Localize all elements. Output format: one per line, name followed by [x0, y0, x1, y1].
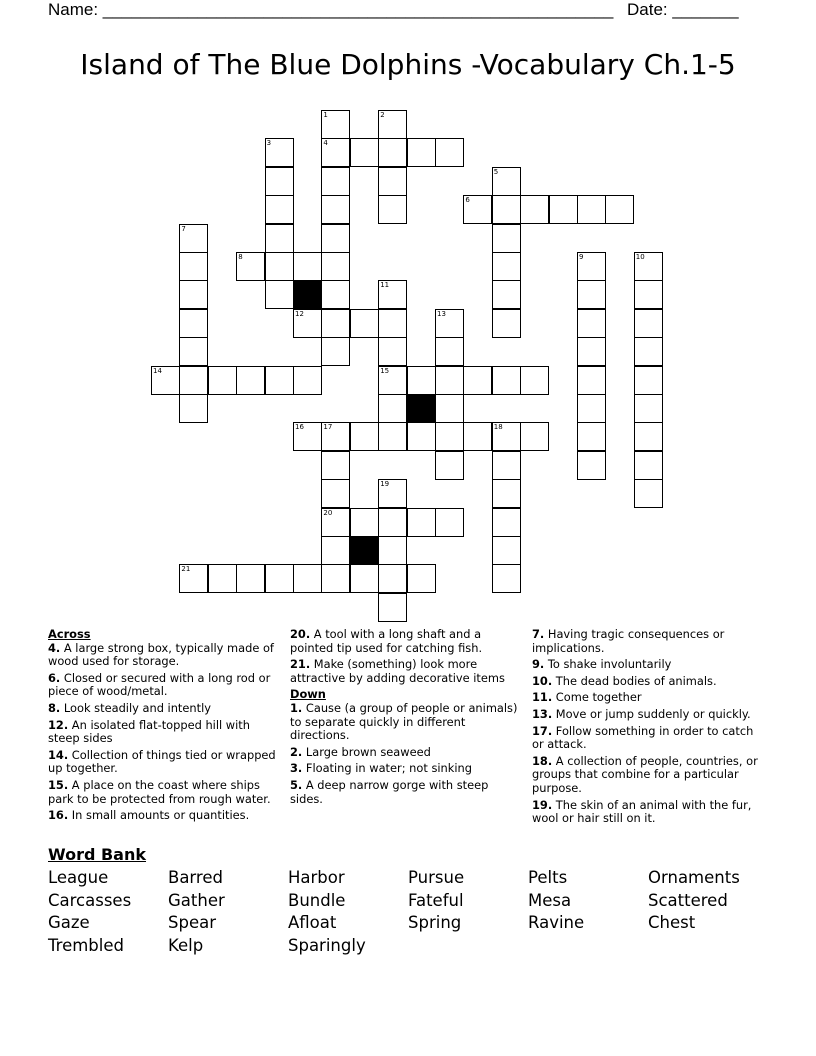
grid-cell[interactable]	[265, 280, 294, 309]
grid-cell[interactable]	[378, 337, 407, 366]
clue-num: 2.	[290, 744, 303, 759]
clues-column-3	[532, 628, 768, 829]
clue-text: Come together	[552, 690, 642, 705]
grid-cell[interactable]	[265, 195, 294, 224]
down-clue-list-cont	[532, 628, 768, 826]
clue	[290, 658, 522, 685]
clue-number: 6	[465, 196, 470, 205]
grid-cell[interactable]	[520, 195, 549, 224]
clue-num: 12.	[48, 717, 69, 732]
clue-text: A deep narrow gorge with steep sides.	[290, 777, 489, 806]
grid-cell[interactable]	[492, 479, 521, 508]
clue	[290, 702, 522, 743]
grid-cell[interactable]	[350, 309, 379, 338]
grid-cell[interactable]	[492, 422, 521, 451]
clue	[48, 779, 280, 806]
grid-cell[interactable]	[492, 366, 521, 395]
grid-cell[interactable]	[378, 394, 407, 423]
grid-cell[interactable]	[634, 451, 663, 480]
clue	[532, 691, 768, 705]
grid-cell[interactable]	[634, 422, 663, 451]
grid-cell[interactable]	[492, 536, 521, 565]
grid-cell[interactable]	[350, 508, 379, 537]
grid-cell[interactable]	[350, 564, 379, 593]
black-cell	[407, 394, 436, 423]
clue	[290, 746, 522, 760]
grid-cell[interactable]	[179, 366, 208, 395]
grid-cell[interactable]	[492, 309, 521, 338]
grid-cell[interactable]	[492, 280, 521, 309]
grid-cell[interactable]	[520, 422, 549, 451]
grid-cell[interactable]	[407, 508, 436, 537]
clue-text: Follow something in order to catch or attack.	[532, 723, 754, 752]
across-clue-list	[48, 642, 280, 823]
grid-cell[interactable]	[435, 394, 464, 423]
word-bank-item: Gaze	[48, 913, 90, 933]
grid-cell[interactable]	[179, 337, 208, 366]
clue	[48, 642, 280, 669]
grid-cell[interactable]	[435, 138, 464, 167]
clues-column-1	[48, 628, 280, 826]
grid-cell[interactable]	[236, 366, 265, 395]
grid-cell[interactable]	[463, 366, 492, 395]
clue-number: 9	[579, 253, 584, 261]
clue-number: 3	[266, 139, 272, 148]
grid-cell[interactable]	[378, 508, 407, 537]
grid-cell[interactable]	[179, 309, 208, 338]
clue-text: Having tragic consequences or implications.	[532, 627, 725, 655]
grid-cell[interactable]	[605, 195, 634, 224]
clue-text: A tool with a long shaft and a pointed tip used for catching fish.	[290, 627, 483, 655]
clue-text: An isolated flat-topped hill with steep sides	[48, 717, 250, 746]
grid-cell[interactable]	[293, 252, 322, 281]
word-bank-item: Afloat	[288, 913, 337, 933]
clue-text: Make (something) look more attractive by adding decorative items	[290, 657, 505, 685]
grid-cell[interactable]	[265, 224, 294, 253]
grid-cell[interactable]	[321, 195, 350, 224]
grid-cell[interactable]	[435, 366, 464, 395]
clue	[290, 762, 522, 776]
clue-text: To shake involuntarily	[544, 657, 672, 672]
word-bank-item: Mesa	[528, 890, 572, 910]
grid-cell[interactable]	[293, 422, 322, 451]
grid-cell[interactable]	[378, 422, 407, 451]
word-bank-title: Word Bank	[48, 845, 147, 864]
grid-cell[interactable]	[378, 309, 407, 338]
grid-cell[interactable]	[492, 167, 521, 196]
clue-text: Cause (a group of people or animals) to separate quickly in different directions.	[290, 700, 518, 743]
clue	[290, 779, 522, 806]
grid-cell[interactable]	[179, 280, 208, 309]
clue-number: 11	[380, 281, 390, 290]
word-bank-item: Carcasses	[48, 890, 132, 910]
word-bank-item: Barred	[168, 868, 223, 887]
black-cell	[293, 280, 322, 309]
black-cell	[350, 536, 379, 565]
clue	[532, 755, 768, 796]
grid-cell[interactable]	[549, 195, 578, 224]
grid-cell[interactable]	[321, 224, 350, 253]
grid-cell[interactable]	[321, 252, 350, 281]
grid-cell[interactable]	[492, 252, 521, 281]
grid-cell[interactable]	[634, 309, 663, 338]
word-bank-item: Harbor	[288, 868, 345, 887]
across-clue-list-cont	[290, 628, 522, 685]
down-heading: Down	[290, 687, 326, 702]
grid-cell[interactable]	[378, 564, 407, 593]
grid-cell[interactable]	[350, 422, 379, 451]
clue-num: 15.	[48, 777, 69, 792]
grid-cell[interactable]	[378, 536, 407, 565]
clue-num: 21.	[290, 657, 311, 672]
grid-cell[interactable]	[265, 252, 294, 281]
page-title: Island of The Blue Dolphins -Vocabulary Ch.1-5	[80, 48, 736, 81]
clue-num: 14.	[48, 747, 69, 762]
word-bank-item: Sparingly	[288, 936, 366, 956]
word-bank-item: Ornaments	[648, 868, 740, 887]
clue-num: 11.	[532, 690, 553, 705]
clue-number: 19	[380, 480, 390, 489]
grid-cell[interactable]	[435, 422, 464, 451]
grid-cell[interactable]	[435, 451, 464, 480]
clue-text: Look steadily and intently	[60, 700, 211, 715]
grid-cell[interactable]	[634, 479, 663, 508]
grid-cell[interactable]	[492, 451, 521, 480]
grid-cell[interactable]	[265, 564, 294, 593]
word-bank-item: Scattered	[648, 890, 728, 910]
clue-num: 1.	[290, 700, 303, 715]
clue	[290, 628, 522, 655]
clue-num: 4.	[48, 640, 61, 655]
grid-cell[interactable]	[378, 593, 407, 622]
clues-column-2	[290, 628, 522, 809]
grid-cell[interactable]	[179, 252, 208, 281]
grid-cell[interactable]	[179, 394, 208, 423]
clue	[532, 799, 768, 826]
clue	[532, 675, 768, 689]
grid-cell[interactable]	[435, 508, 464, 537]
grid-cell[interactable]	[634, 337, 663, 366]
clue-text: A collection of people, countries, or groups that combine for a particular purpose.	[532, 753, 758, 795]
word-bank-item: Spring	[408, 913, 462, 933]
grid-cell[interactable]	[321, 280, 350, 309]
grid-cell[interactable]	[265, 366, 294, 395]
clue-num: 6.	[48, 670, 61, 685]
clue-text: The skin of an animal with the fur, wool or hair still on it.	[532, 797, 752, 826]
grid-cell[interactable]	[208, 366, 237, 395]
grid-cell[interactable]	[463, 195, 492, 224]
grid-cell[interactable]	[293, 309, 322, 338]
clue-number: 20	[323, 508, 333, 517]
grid-cell[interactable]	[378, 138, 407, 167]
clue-num: 10.	[532, 673, 553, 688]
grid-cell[interactable]	[463, 422, 492, 451]
clue-num: 13.	[532, 706, 553, 721]
grid-cell[interactable]	[265, 138, 294, 167]
word-bank-item: League	[48, 868, 109, 887]
clue-text: The dead bodies of animals.	[552, 673, 717, 688]
clue-num: 7.	[532, 627, 545, 641]
grid-cell[interactable]	[634, 252, 663, 281]
grid-cell[interactable]	[151, 366, 180, 395]
grid-cell[interactable]	[321, 309, 350, 338]
grid-cell[interactable]	[378, 366, 407, 395]
clue-number: 8	[238, 253, 243, 261]
clue-number: 15	[380, 366, 390, 375]
clue	[48, 719, 280, 746]
word-bank-item: Fateful	[408, 890, 464, 910]
down-clue-list	[290, 702, 522, 806]
clue-number: 17	[323, 423, 333, 432]
clue-number: 21	[181, 565, 191, 574]
clue	[532, 658, 768, 672]
clue-number: 14	[153, 366, 162, 375]
word-bank	[48, 867, 768, 958]
grid-cell[interactable]	[577, 422, 606, 451]
grid-cell[interactable]	[407, 138, 436, 167]
word-bank-item: Bundle	[288, 890, 346, 910]
date-line: Date: _______	[627, 0, 739, 19]
clue-num: 20.	[290, 627, 311, 641]
grid-cell[interactable]	[378, 110, 407, 139]
grid-cell[interactable]	[321, 422, 350, 451]
clue	[532, 725, 768, 752]
clue	[48, 749, 280, 776]
grid-cell[interactable]	[520, 366, 549, 395]
name-line: Name: ______________________________________________________	[48, 0, 614, 19]
grid-cell[interactable]	[321, 138, 350, 167]
word-bank-item: Spear	[168, 913, 216, 933]
grid-cell[interactable]	[321, 451, 350, 480]
grid-cell[interactable]	[492, 224, 521, 253]
grid-cell[interactable]	[236, 564, 265, 593]
clue-number: 7	[181, 224, 186, 233]
grid-cell[interactable]	[577, 337, 606, 366]
clue-num: 19.	[532, 797, 553, 812]
clue-number: 2	[380, 111, 385, 119]
clue-num: 5.	[290, 777, 303, 792]
clue-text: Collection of things tied or wrapped up together.	[48, 747, 276, 776]
grid-cell[interactable]	[577, 394, 606, 423]
clue-text: A large strong box, typically made of wood used for storage.	[48, 640, 274, 669]
across-heading: Across	[48, 627, 91, 641]
clue-text: A place on the coast where ships park to be protected from rough water.	[48, 777, 271, 806]
grid-cell[interactable]	[321, 337, 350, 366]
clue-number: 16	[295, 423, 304, 432]
clue-number: 12	[295, 309, 304, 318]
grid-cell[interactable]	[293, 564, 322, 593]
grid-cell[interactable]	[634, 394, 663, 423]
grid-cell[interactable]	[634, 366, 663, 395]
grid-cell[interactable]	[577, 280, 606, 309]
clue-text: In small amounts or quantities.	[68, 808, 250, 823]
clue-num: 9.	[532, 657, 545, 672]
grid-cell[interactable]	[577, 195, 606, 224]
grid-cell[interactable]	[435, 309, 464, 338]
grid-cell[interactable]	[492, 508, 521, 537]
grid-cell[interactable]	[378, 167, 407, 196]
clue-text: Move or jump suddenly or quickly.	[552, 706, 751, 721]
clue-text: Floating in water; not sinking	[302, 761, 472, 776]
grid-cell[interactable]	[321, 564, 350, 593]
word-bank-item: Gather	[168, 890, 225, 910]
clue-num: 16.	[48, 808, 69, 823]
grid-cell[interactable]	[378, 195, 407, 224]
clue	[48, 809, 280, 823]
grid-cell[interactable]	[407, 366, 436, 395]
word-bank-item: Kelp	[168, 936, 204, 956]
clue-text: Closed or secured with a long rod or piece of wood/metal.	[48, 670, 271, 699]
grid-cell[interactable]	[407, 564, 436, 593]
clue-num: 18.	[532, 753, 553, 768]
clue-number: 10	[635, 253, 645, 261]
grid-cell[interactable]	[321, 479, 350, 508]
clue-number: 1	[323, 111, 328, 119]
grid-cell[interactable]	[378, 479, 407, 508]
grid-cell[interactable]	[407, 422, 436, 451]
clue-num: 17.	[532, 723, 553, 738]
clue-number: 5	[493, 167, 499, 176]
word-bank-item: Pursue	[408, 868, 465, 887]
grid-cell[interactable]	[577, 366, 606, 395]
grid-cell[interactable]	[350, 138, 379, 167]
clue	[48, 702, 280, 716]
grid-cell[interactable]	[577, 309, 606, 338]
grid-cell[interactable]	[321, 536, 350, 565]
grid-cell[interactable]	[179, 564, 208, 593]
clue	[532, 708, 768, 722]
word-bank-item: Pelts	[528, 868, 568, 887]
grid-cell[interactable]	[321, 110, 350, 139]
clue-number: 18	[493, 423, 503, 432]
clue-num: 8.	[48, 700, 61, 715]
grid-cell[interactable]	[577, 252, 606, 281]
grid-cell[interactable]	[293, 366, 322, 395]
clue-number: 13	[437, 309, 446, 318]
grid-cell[interactable]	[236, 252, 265, 281]
word-bank-item: Ravine	[528, 913, 585, 933]
clue	[48, 672, 280, 699]
grid-cell[interactable]	[321, 508, 350, 537]
grid-cell[interactable]	[492, 195, 521, 224]
clue-number: 4	[323, 139, 328, 148]
grid-cell[interactable]	[321, 167, 350, 196]
grid-cell[interactable]	[378, 280, 407, 309]
clue	[532, 628, 768, 655]
grid-cell[interactable]	[634, 280, 663, 309]
grid-cell[interactable]	[208, 564, 237, 593]
word-bank-item: Chest	[648, 913, 696, 933]
grid-cell[interactable]	[265, 167, 294, 196]
grid-cell[interactable]	[492, 564, 521, 593]
grid-cell[interactable]	[435, 337, 464, 366]
clue-num: 3.	[290, 761, 303, 776]
grid-cell[interactable]	[179, 224, 208, 253]
grid-cell[interactable]	[577, 451, 606, 480]
word-bank-item: Trembled	[48, 936, 124, 956]
clue-text: Large brown seaweed	[302, 744, 431, 759]
